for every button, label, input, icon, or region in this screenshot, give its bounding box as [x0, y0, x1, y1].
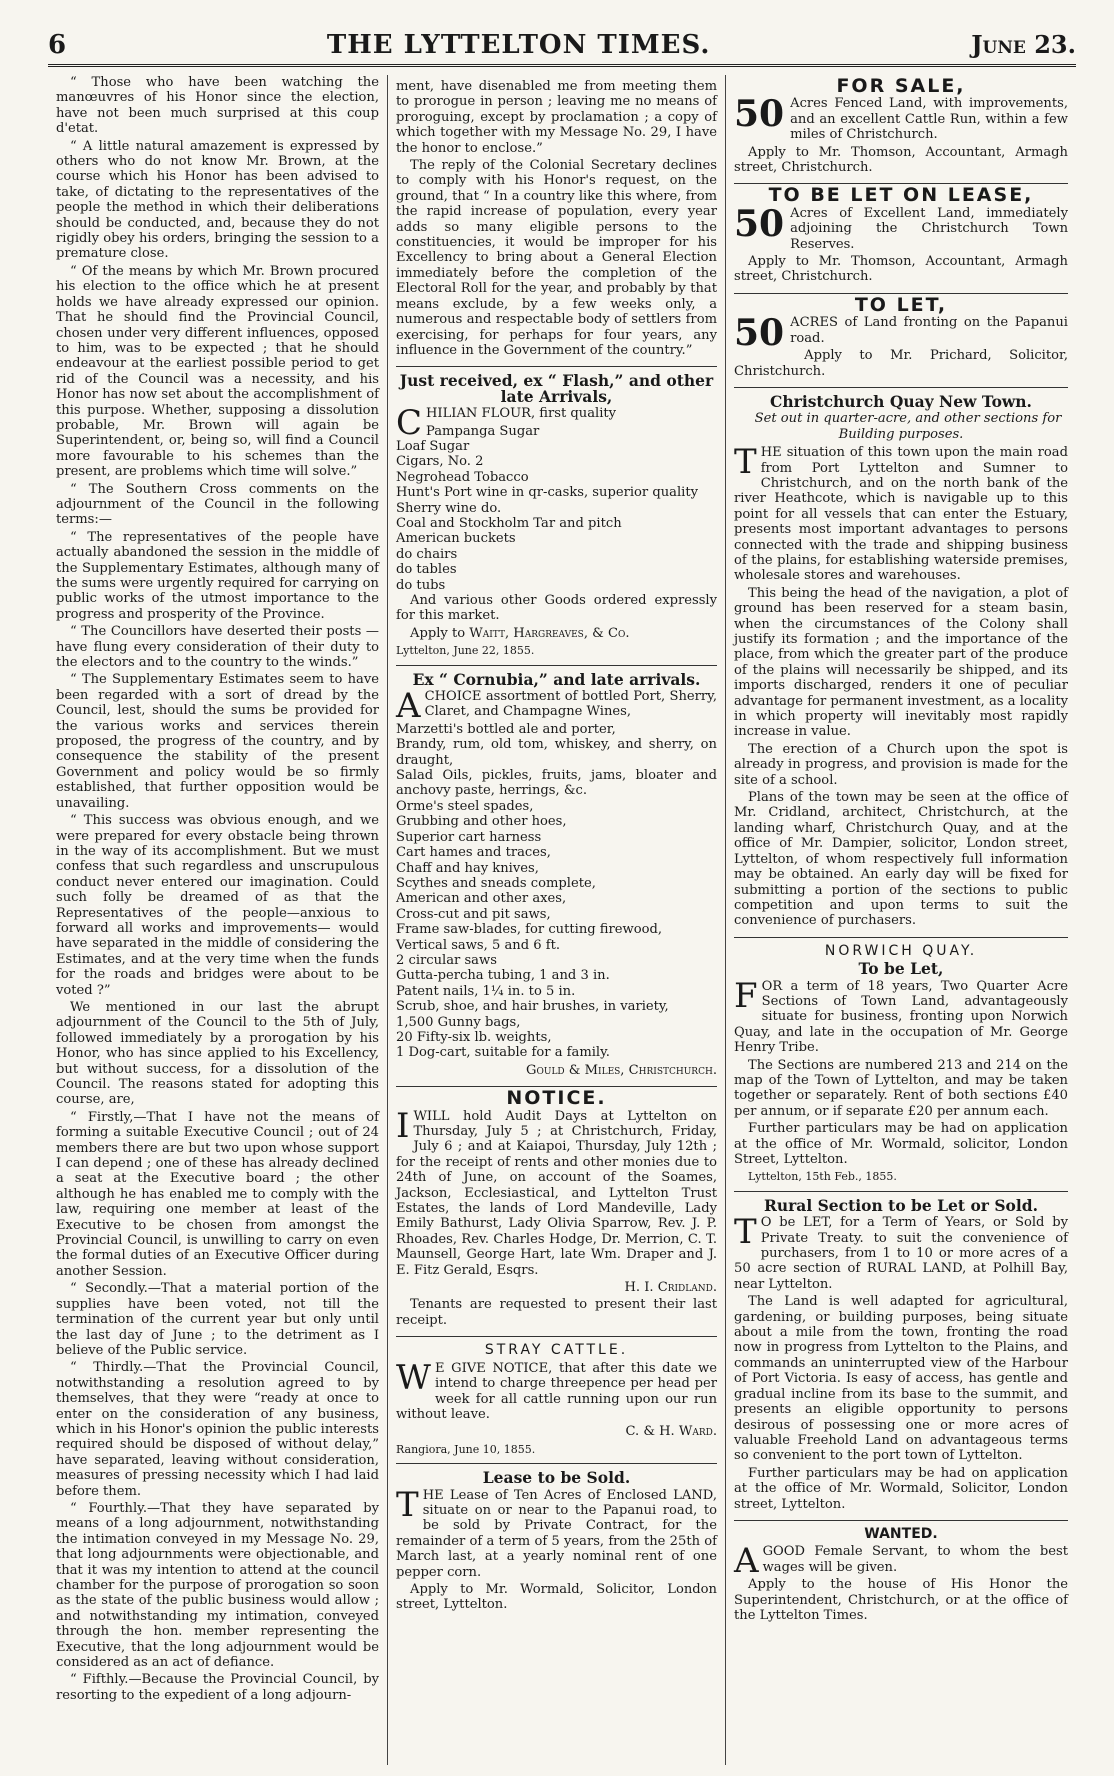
list-item: Grubbing and other hoes, — [396, 814, 567, 830]
paragraph: “ Secondly.—That a material portion of the supplies have been voted, not till the termination of the current year but only until the last day of June ; to the detriment as I believe of the Public service. — [56, 1281, 379, 1358]
apply-line: Apply to the house of His Honor the Superintendent, Christchurch, or at the office of the Lyttelton Times. — [734, 1577, 1068, 1623]
advert-wanted — [734, 1521, 1068, 1631]
advertiser: Waitt, Hargreaves, & Co. — [469, 625, 630, 641]
advert-heading: Lease to be Sold. — [482, 1468, 631, 1488]
list-item: Coal and Stockholm Tar and pitch — [396, 515, 622, 531]
body-text: E GIVE NOTICE, that after this date we intend to charge threepence per head per week for all cattle running upon our run without leave. — [396, 1360, 717, 1422]
list-item: Gutta-percha tubing, 1 and 3 in. — [396, 968, 610, 984]
advert-heading: NOTICE. — [506, 1087, 607, 1110]
list-item: Chaff and hay knives, — [396, 860, 539, 876]
paragraph: “ The Southern Cross comments on the adjournment of the Council in the following terms:— — [56, 481, 379, 528]
paragraph: “ Thirdly.—That the Provincial Council, notwithstanding a resolution agreed to by themselves, that they were “ready at once to enter on the consideration of any business, which in his Honor's opinion the public interests required should be disposed of without delay,” have separated, leaving without consideration, measures of pressing necessity which I had laid before them. — [56, 1360, 379, 1499]
paragraph: Further particulars may be had on application at the office of Mr. Wormald, solicitor, London Street, Lyttelton. — [734, 1121, 1068, 1167]
paragraph: The Sections are numbered 213 and 214 on the map of the Town of Lyttelton, and may be taken together or separately. Rent of both sections £40 per annum, or if separate £20 per annum each. — [734, 1057, 1068, 1119]
list-item: Scythes and sneads complete, — [396, 875, 596, 891]
drop-cap: W — [396, 1357, 431, 1398]
apply-line: Apply to Mr. Prichard, Solicitor, Christchurch. — [734, 348, 1068, 379]
lead-text: CHOICE assortment of bottled Port, Sherry, Claret, and Champagne Wines, — [424, 689, 717, 720]
newspaper-title: THE LYTTELTON TIMES. — [326, 30, 711, 60]
advert-lead — [396, 686, 717, 727]
advert-cornubia — [396, 666, 717, 1088]
drop-cap: C — [396, 403, 423, 444]
drop-cap: T — [734, 442, 757, 483]
list-item: Cigars, No. 2 — [396, 454, 484, 470]
advert-body — [734, 1541, 1068, 1582]
lead-text: HILIAN FLOUR, first quality — [426, 406, 617, 422]
article-continuation — [396, 75, 717, 367]
apply-line: Apply to Mr. Thomson, Accountant, Armagh street, Christchurch. — [734, 144, 1068, 176]
advert-body — [734, 975, 1068, 1056]
paragraph: The Land is well adapted for agricultural, gardening, or building purposes, being situate about a mile from the town, fronting the road now in progress from Lyttelton to the Plains, and commands an uninterrupted view of the Harbour of Port Victoria. Is easy of access, has gentle and gradual incline from its base to the summit, and presents an eligible opportunity to persons desirous of possessing one or more acres of valuable Freehold Land on advantageous terms so convenient to the port town of Lyttelton. — [734, 1294, 1068, 1464]
list-item: American and other axes, — [396, 891, 567, 907]
advert-heading: FOR SALE, — [836, 75, 966, 97]
list-item: Superior cart harness — [396, 829, 542, 845]
list-item: Pampanga Sugar — [426, 423, 540, 439]
advert-flash — [396, 367, 717, 665]
list-item: Cart hames and traces, — [396, 845, 551, 861]
advert-heading: Just received, ex “ Flash,” and other late Arrivals, — [399, 371, 714, 406]
drop-cap: A — [396, 686, 421, 727]
paragraph: “ Firstly,—That I have not the means of forming a suitable Executive Council ; out of 24 members there are but two upon whose support I can depend ; one of these has already declined a seat at the Executive board ; the other although he has enabled me to comply with the law, requiring one member at least of the Executive to be chosen from amongst the Provincial Council, is unwilling to carry on even the formal duties of an Executive Officer during another Session. — [56, 1109, 379, 1279]
advert-lease — [396, 1464, 717, 1621]
apply-line: Apply to Mr. Wormald, Solicitor, London street, Lyttelton. — [396, 1581, 717, 1613]
paragraph: “ This success was obvious enough, and we were prepared for every obstacle being thrown in the way of its accomplishment. But we must confess that such regardless and unscrupulous conduct never entered our imagination. Could such folly be dreamed of as that the Representatives of the people—anxious to forward all works and improvements— would have separated in the middle of considering the Estimates, and at the very time when the funds for the roads and bridges were about to be voted ?” — [56, 813, 379, 998]
list-item: Sherry wine do. — [396, 500, 502, 516]
list-item: 20 Fifty-six lb. weights, — [396, 1029, 552, 1045]
paragraph: Plans of the town may be seen at the office of Mr. Cridland, architect, Christchurch, at the landing wharf, Christchurch Quay, and at the office of Mr. Dampier, solicitor, London street, Lyttelton, of whom respectively full information may be obtained. An early day will be fixed for submitting a portion of the sections to public competition and upon terms to suit the convenience of purchasers. — [734, 790, 1068, 929]
list-item: 1,500 Gunny bags, — [396, 1014, 521, 1030]
column-3 — [726, 75, 1076, 1765]
list-item: Loaf Sugar — [396, 438, 470, 454]
acre-number: 50 — [734, 312, 785, 355]
advert-to-let — [734, 294, 1068, 388]
acre-number: 50 — [734, 202, 785, 245]
advertiser: Gould & Miles, Christchurch. — [526, 1062, 717, 1078]
advert-heading: STRAY CATTLE. — [484, 1342, 629, 1359]
list-item: 2 circular saws — [396, 952, 497, 968]
paragraph: Further particulars may be had on application at the office of Mr. Wormald, Solicitor, London street, Lyttelton. — [734, 1465, 1068, 1512]
advert-body — [396, 1484, 717, 1580]
advert-body — [734, 312, 1068, 355]
column-1 — [48, 75, 388, 1765]
body-text: GOOD Female Servant, to whom the best wages will be given. — [762, 1544, 1068, 1575]
list-item: Scrub, shoe, and hair brushes, in variety, — [396, 999, 669, 1015]
dateline: Lyttelton, June 22, 1855. — [396, 644, 535, 658]
advert-subheading: To be Let, — [858, 959, 944, 979]
list-item: do chairs — [396, 546, 458, 562]
list-item: American buckets — [396, 531, 516, 547]
advert-body — [734, 442, 1068, 584]
advert-heading: Ex “ Cornubia,” and late arrivals. — [412, 669, 701, 689]
paragraph: “ Those who have been watching the manœuvres of his Honor since the election, have not been much surprised at this coup d'etat. — [56, 75, 379, 137]
advert-body — [734, 202, 1068, 252]
list-item: Patent nails, 1¼ in. to 5 in. — [396, 983, 576, 999]
list-item: Marzetti's bottled ale and porter, — [396, 721, 616, 737]
body-text: WILL hold Audit Days at Lyttelton on Thursday, July 5 ; at Christchurch, Friday, July 6 ; and at Kaiapoi, Thursday, July 12th ; for the receipt of rents and other monies due to 24th of June, on account of the Soames, Jackson, Ecclesiastical, and Lyttelton Trust Estates, the lands of Lord Mandeville, Lady Emily Bathurst, Lady Olivia Sparrow, Rev. J. P. Rhoades, Rev. Charles Hodge, Dr. Merrion, C. T. Maunsell, George Hart, late Wm. Draper and J. E. Fitz Gerald, Esqrs. — [396, 1108, 717, 1278]
list-item: Vertical saws, 5 and 6 ft. — [396, 937, 561, 953]
body-text: ACRES of Land fronting on the Papanui road. — [790, 315, 1068, 346]
dateline: Lyttelton, 15th Feb., 1855. — [748, 1170, 897, 1184]
drop-cap: T — [734, 1212, 757, 1253]
goods-list — [396, 424, 717, 593]
apply-line: Apply to Mr. Thomson, Accountant, Armagh street, Christchurch. — [734, 254, 1068, 285]
drop-cap: F — [734, 975, 758, 1016]
list-item: Salad Oils, pickles, fruits, jams, bloater and anchovy paste, herrings, &c. — [396, 768, 717, 799]
body-text: HE Lease of Ten Acres of Enclosed LAND, situate on or near to the Papanui road, to be sold by Private Contract, for the remainder of a term of 5 years, from the 25th of March last, at a yearly nominal rent of one pepper corn. — [396, 1487, 717, 1580]
acre-number: 50 — [734, 93, 785, 136]
list-item: Negrohead Tobacco — [396, 469, 529, 485]
paragraph: We mentioned in our last the abrupt adjournment of the Council to the 5th of July, followed immediately by a prorogation by his Honor, who has since applied to his Excellency, but without success, for a dissolution of the Council. The reasons stated for adopting this course, are, — [56, 999, 379, 1108]
list-item: Frame saw-blades, for cutting firewood, — [396, 922, 663, 938]
advertiser: C. & H. Ward. — [625, 1424, 717, 1440]
body-text: O be LET, for a Term of Years, or Sold by Private Treaty. to suit the convenience of purchasers, from 1 to 10 or more acres of a 50 acre section of RURAL LAND, at Polhill Bay, near Lyttelton. — [734, 1215, 1068, 1292]
advert-heading: TO LET, — [854, 293, 948, 316]
advert-norwich-quay — [734, 938, 1068, 1192]
advert-heading: Christchurch Quay New Town. — [770, 391, 1032, 411]
paragraph: “ Of the means by which Mr. Brown procured his election to the office which he at present holds we have already expressed our opinion. That he should find the Provincial Council, chosen under very different influences, opposed to him, was to be expected ; that he should endeavour at the earliest possible period to get rid of the Council was a necessity, and his Honor has now set about the accomplishment of this purpose. Whether, supposing a dissolution probable, Mr. Brown will again be Superintendent, or, being so, will find a Council more favourable to his schemes than the present, are problems which time will solve.” — [56, 263, 379, 480]
advert-for-sale — [734, 75, 1068, 184]
paragraph: The erection of a Church upon the spot is already in progress, and provision is made for the site of a school. — [734, 741, 1068, 788]
paragraph: “ Fourthly.—That they have separated by means of a long adjournment, notwithstanding the intimation conveyed in my Message No. 29, that long adjournments were objectionable, and that it was my intention to attend at the council chamber for the purpose of prorogation so soon as the state of the public business would allow ; and notwithstanding my intimation, conveyed through the hon. member representing the Executive, that the long adjournment would be considered as an act of defiance. — [56, 1500, 379, 1671]
drop-cap: T — [396, 1484, 419, 1525]
paragraph: The reply of the Colonial Secretary declines to comply with his Honor's request, on the ground, that “ In a country like this where, from the rapid increase of population, every year adds so many eligible persons to the constituencies, it would be improper for his Excellency to bring about a General Election immediately before the completion of the Electoral Roll for the year, and probably by that means exclude, by a few weeks only, a numerous and respectable body of settlers from exercising, for perhaps for four years, any influence in the Government of the country.” — [396, 158, 717, 358]
issue-date: June 23. — [971, 30, 1076, 59]
paragraph: “ Fifthly.—Because the Provincial Council, by resorting to the expedient of a long adjourn- — [56, 1672, 379, 1703]
list-item: do tables — [396, 562, 457, 578]
advert-body — [734, 93, 1068, 143]
advert-heading: TO BE LET ON LEASE, — [768, 184, 1034, 207]
list-item: Brandy, rum, old tom, whiskey, and sherry, on draught, — [396, 737, 717, 768]
list-item: Hunt's Port wine in qr-casks, superior quality — [396, 485, 698, 501]
advert-notice — [396, 1087, 717, 1337]
advert-heading: NORWICH QUAY. — [824, 942, 978, 959]
paragraph: This being the head of the navigation, a plot of ground has been reserved for a steam basin, when the circumstances of the Colony shall justify its formation ; and the importance of the place, from which the greater part of the produce of the plains will necessarily be shipped, and its imports discharged, renders it one of peculiar advantage for permanent investment, as a locality in which property will inevitably most rapidly increase in value. — [734, 585, 1068, 740]
drop-cap: A — [734, 1541, 759, 1582]
dateline: Rangiora, June 10, 1855. — [396, 1442, 536, 1456]
body-text: OR a term of 18 years, Two Quarter Acre Sections of Town Land, advantageously situate for business, fronting upon Norwich Quay, and late in the occupation of Mr. George Henry Tribe. — [734, 978, 1068, 1056]
advert-body — [734, 1212, 1068, 1292]
advertiser: H. I. Cridland. — [624, 1280, 717, 1296]
body-text: Acres of Excellent Land, immediately adjoining the Christchurch Town Reserves. — [790, 205, 1068, 252]
paragraph: “ The Councillors have deserted their posts —have flung every consideration of their duty to the electors and to the country to the winds.” — [56, 624, 379, 671]
advert-subtitle: Set out in quarter-acre, and other sections for Building purposes. — [754, 411, 1062, 442]
apply-label: Apply to — [410, 625, 466, 641]
advert-heading: Rural Section to be Let or Sold. — [763, 1195, 1039, 1215]
closing-text: And various other Goods ordered expressly for this market. — [396, 593, 717, 624]
paragraph: “ The representatives of the people have actually abandoned the session in the middle of the Supplementary Estimates, although many of the sums were urgently required for carrying on public works of the utmost importance to the progress and prosperity of the Province. — [56, 529, 379, 622]
body-text: HE situation of this town upon the main road from Port Lyttelton and Sumner to Christchurch, and on the north bank of the river Heathcote, which is navigable up to this point for all vessels that can enter the Estuary, presents most important advantages to persons connected with the trade and shipping business of the plains, for establishing waterside premises, wholesale stores and warehouses. — [734, 445, 1068, 584]
list-item: Orme's steel spades, — [396, 798, 534, 814]
list-item: 1 Dog-cart, suitable for a family. — [396, 1045, 610, 1061]
drop-cap: I — [396, 1105, 410, 1146]
body-text: Acres Fenced Land, with improvements, and an excellent Cattle Run, within a few miles of Christchurch. — [790, 96, 1068, 143]
advert-stray-cattle — [396, 1337, 717, 1464]
goods-list — [396, 722, 717, 1061]
masthead — [48, 30, 1076, 67]
apply-line — [396, 626, 717, 641]
advert-to-lease — [734, 184, 1068, 293]
advert-body — [396, 1105, 717, 1278]
advert-rural-section — [734, 1192, 1068, 1521]
paragraph: ment, have disenabled me from meeting them to prorogue in person ; leaving me no means of proroguing, except by proclamation ; a copy of which together with my Message No. 29, I have the honor to enclose.” — [396, 79, 717, 156]
page-number: 6 — [48, 30, 67, 60]
footer-text: Tenants are requested to present their last receipt. — [396, 1297, 717, 1328]
advert-heading: WANTED. — [864, 1525, 938, 1542]
paragraph: “ A little natural amazement is expressed by others who do not know Mr. Brown, at the course which his Honor has been advised to take, of dictating to the representatives of the people the method in which their deliberations should be conducted, and, because they do not rigidly obey his orders, bringing the session to a premature close. — [56, 138, 379, 262]
paragraph: “ The Supplementary Estimates seem to have been regarded with a sort of dread by the Council, lest, should the sums be provided for the various works and services therein proposed, the progress of the country, and by consequence the stability of the present Government and policy would be so firmly established, that further opposition would be unavailing. — [56, 672, 379, 811]
column-2 — [388, 75, 726, 1765]
advert-body — [396, 1357, 717, 1423]
list-item: do tubs — [396, 577, 446, 593]
advert-quay-new-town — [734, 388, 1068, 938]
list-item: Cross-cut and pit saws, — [396, 906, 551, 922]
